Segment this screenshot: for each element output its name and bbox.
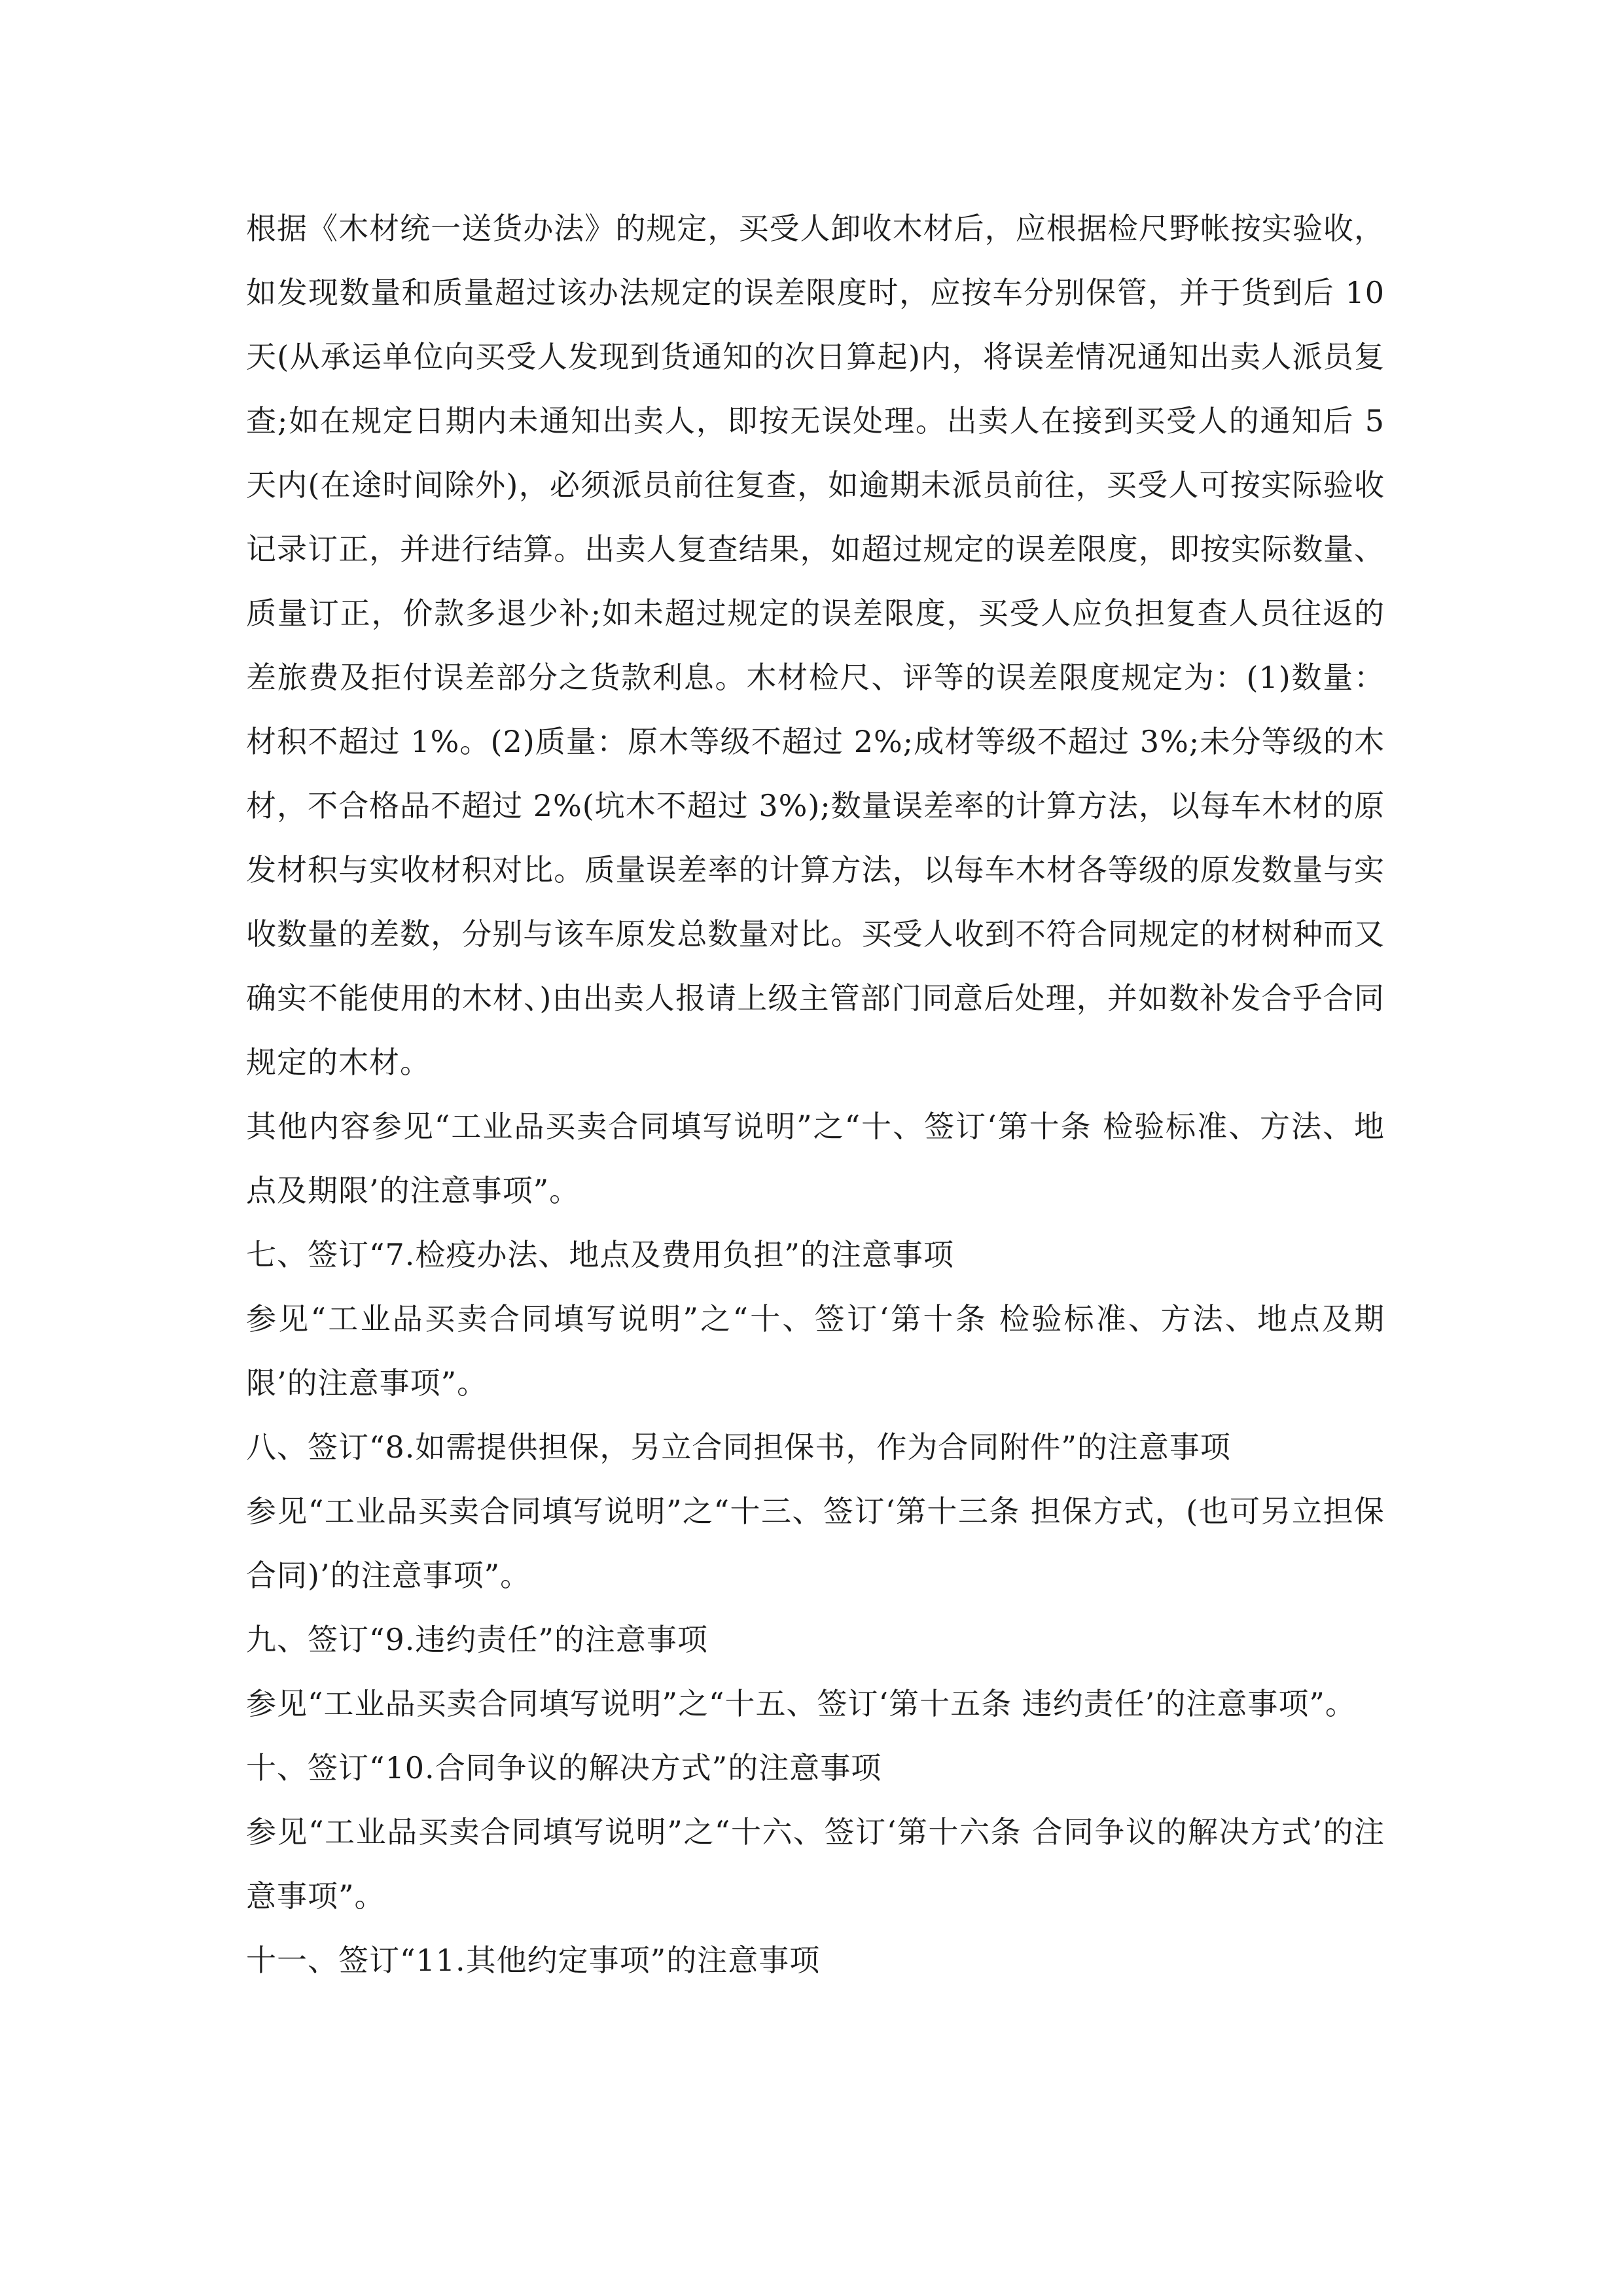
section-heading-8: 八、签订“8.如需提供担保，另立合同担保书，作为合同附件”的注意事项: [246, 1429, 1231, 1465]
document-body: [246, 196, 1385, 1992]
section-heading-9: 九、签订“9.违约责任”的注意事项: [246, 1622, 708, 1657]
section-heading-10: 十、签订“10.合同争议的解决方式”的注意事项: [246, 1750, 882, 1785]
paragraph-section-7-reference: 参见“工业品买卖合同填写说明”之“十、签订‘第十条 检验标准、方法、地点及期限’的注意事项”。: [246, 1301, 1385, 1401]
paragraph-section-8-reference: 参见“工业品买卖合同填写说明”之“十三、签订‘第十三条 担保方式，(也可另立担保合同)’的注意事项”。: [246, 1494, 1385, 1593]
paragraph-timber-inspection: 根据《木材统一送货办法》的规定，买受人卸收木材后，应根据检尺野帐按实验收，如发现数量和质量超过该办法规定的误差限度时，应按车分别保管，并于货到后 10 天(从承运单位向买受人发现到货通知的次日算起)内，将误差情况通知出卖人派员复查;如在规定日期内未通知出卖人，即按无误处理。出卖人在接到买受人的通知后 5 天内(在途时间除外)，必须派员前往复查，如逾期未派员前往，买受人可按实际验收记录订正，并进行结算。出卖人复查结果，如超过规定的误差限度，即按实际数量、质量订正，价款多退少补;如未超过规定的误差限度，买受人应负担复查人员往返的差旅费及拒付误差部分之货款利息。木材检尺、评等的误差限度规定为：(1)数量：材积不超过 1%。(2)质量：原木等级不超过 2%;成材等级不超过 3%;未分等级的木材，不合格品不超过 2%(坑木不超过 3%);数量误差率的计算方法，以每车木材的原发材积与实收材积对比。质量误差率的计算方法，以每车木材各等级的原发数量与实收数量的差数，分别与该车原发总数量对比。买受人收到不符合同规定的材树种而又确实不能使用的木材、)由出卖人报请上级主管部门同意后处理，并如数补发合乎合同规定的木材。: [246, 211, 1385, 1080]
section-heading-11: 十一、签订“11.其他约定事项”的注意事项: [246, 1943, 821, 1978]
paragraph-section-10-reference: 参见“工业品买卖合同填写说明”之“十六、签订‘第十六条 合同争议的解决方式’的注意事项”。: [246, 1814, 1385, 1914]
paragraph-section-9-reference: 参见“工业品买卖合同填写说明”之“十五、签订‘第十五条 违约责任’的注意事项”。: [246, 1686, 1356, 1721]
paragraph-other-content-reference: 其他内容参见“工业品买卖合同填写说明”之“十、签订‘第十条 检验标准、方法、地点及期限’的注意事项”。: [246, 1109, 1385, 1208]
section-heading-7: 七、签订“7.检疫办法、地点及费用负担”的注意事项: [246, 1237, 954, 1272]
